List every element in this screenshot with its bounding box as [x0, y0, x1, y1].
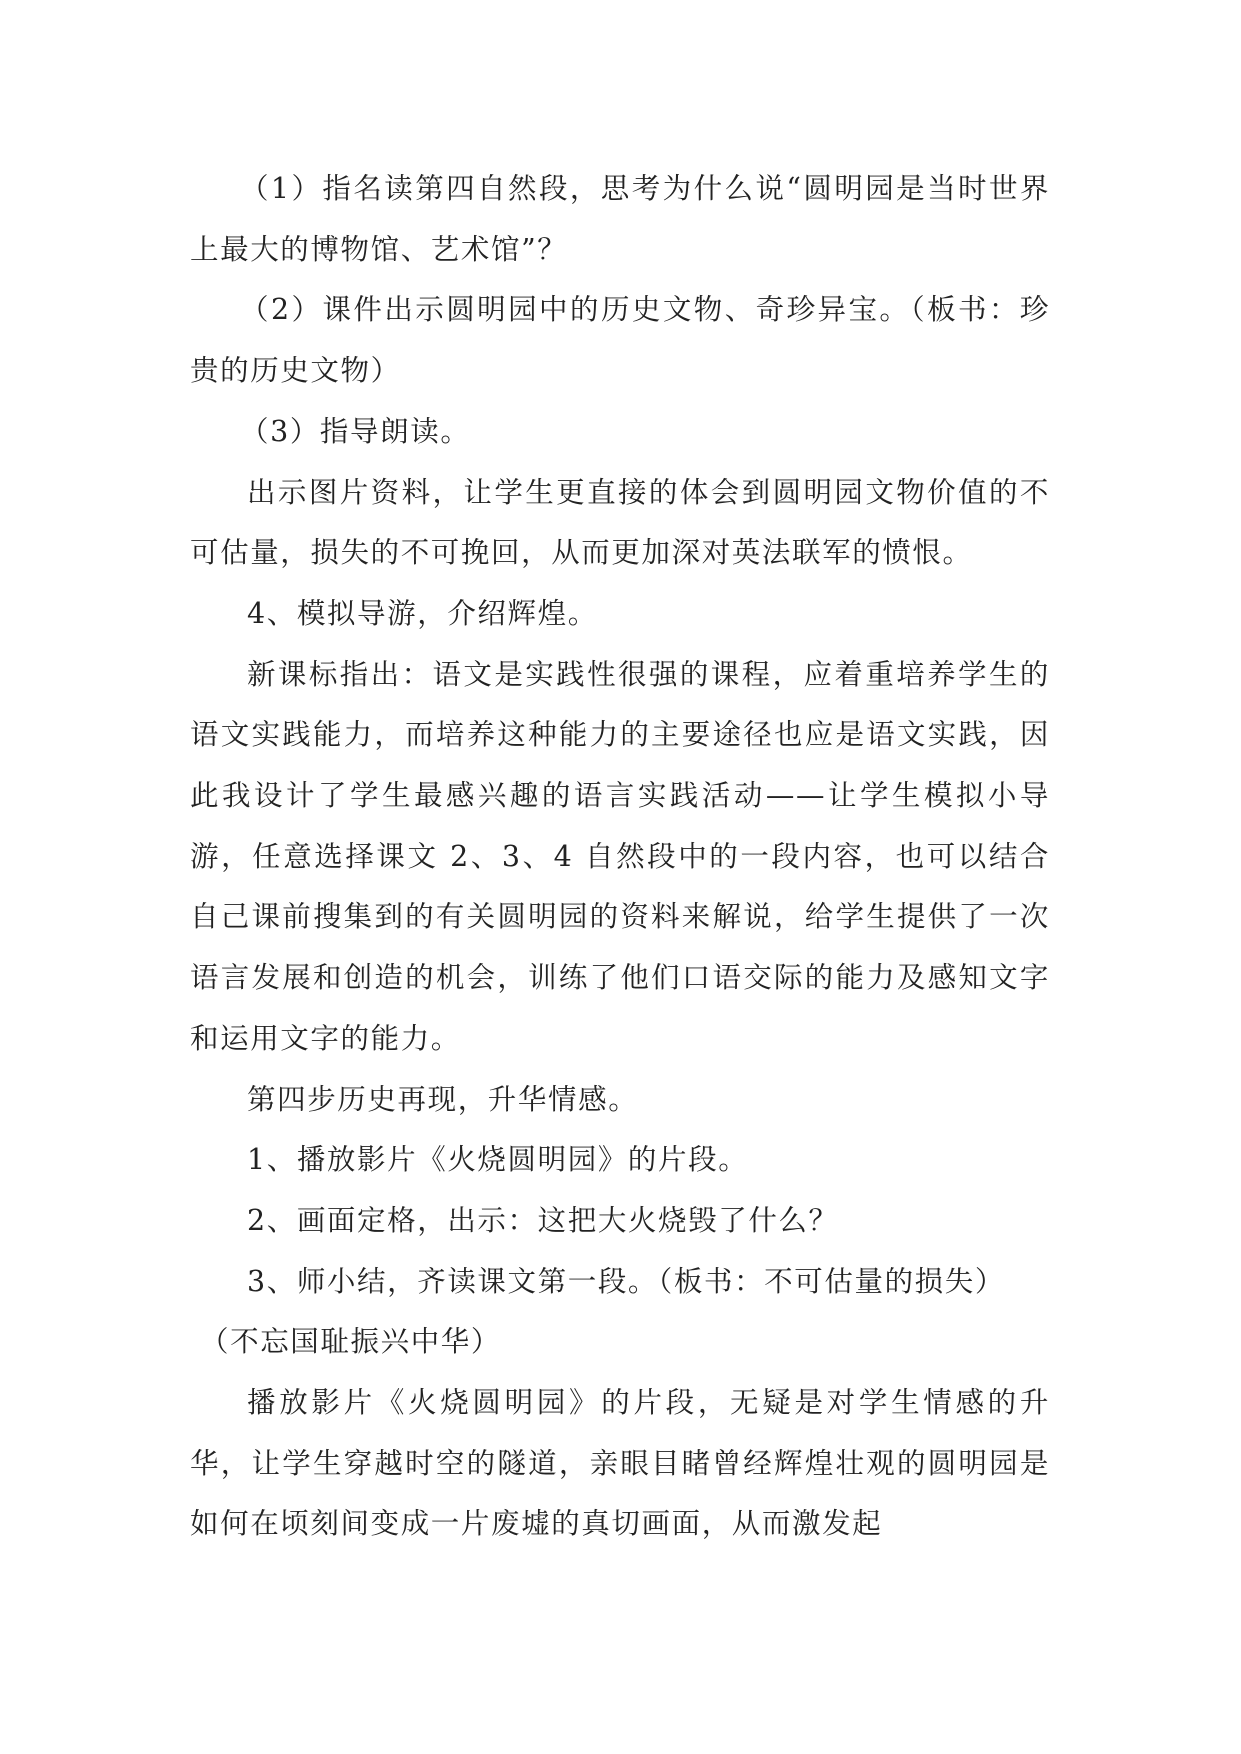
paragraph-image-materials: 出示图片资料，让学生更直接的体会到圆明园文物价值的不可估量，损失的不可挽回，从而更加深对英法联军的愤恨。 [190, 475, 1050, 570]
paragraph-curriculum-standard: 新课标指出：语文是实践性很强的课程，应着重培养学生的语文实践能力，而培养这种能力的主要途径也应是语文实践，因此我设计了学生最感兴趣的语言实践活动——让学生模拟小导游，任意选择课文 2、3、4 自然段中的一段内容，也可以结合自己课前搜集到的有关圆明园的资料来解说，给学生提供了一次语言发展和创造的机会，训练了他们口语交际的能力及感知文字和运用文字的能力。 [190, 657, 1050, 1055]
paragraph-board-note: （不忘国耻振兴中华） [200, 1325, 502, 1359]
paragraph-step-four-heading: 第四步历史再现，升华情感。 [247, 1082, 639, 1116]
paragraph-item-3-summary: 3、师小结，齐读课文第一段。（板书：不可估量的损失） [247, 1264, 1005, 1298]
paragraph-question-3: （3）指导朗读。 [240, 414, 471, 448]
paragraph-question-2: （2）课件出示圆明园中的历史文物、奇珍异宝。（板书：珍贵的历史文物） [190, 293, 1050, 388]
paragraph-item-1-film: 1、播放影片《火烧圆明园》的片段。 [247, 1143, 749, 1177]
paragraph-question-1: （1）指名读第四自然段，思考为什么说“圆明园是当时世界上最大的博物馆、艺术馆”？ [190, 172, 1050, 266]
paragraph-item-2-freeze-frame: 2、画面定格，出示：这把大火烧毁了什么？ [247, 1203, 839, 1237]
paragraph-film-reflection: 播放影片《火烧圆明园》的片段，无疑是对学生情感的升华，让学生穿越时空的隧道，亲眼目睹曾经辉煌壮观的圆明园是如何在顷刻间变成一片废墟的真切画面，从而激发起 [190, 1386, 1050, 1541]
paragraph-step-4-guide: 4、模拟导游，介绍辉煌。 [247, 596, 598, 630]
document-body [190, 159, 1050, 1555]
